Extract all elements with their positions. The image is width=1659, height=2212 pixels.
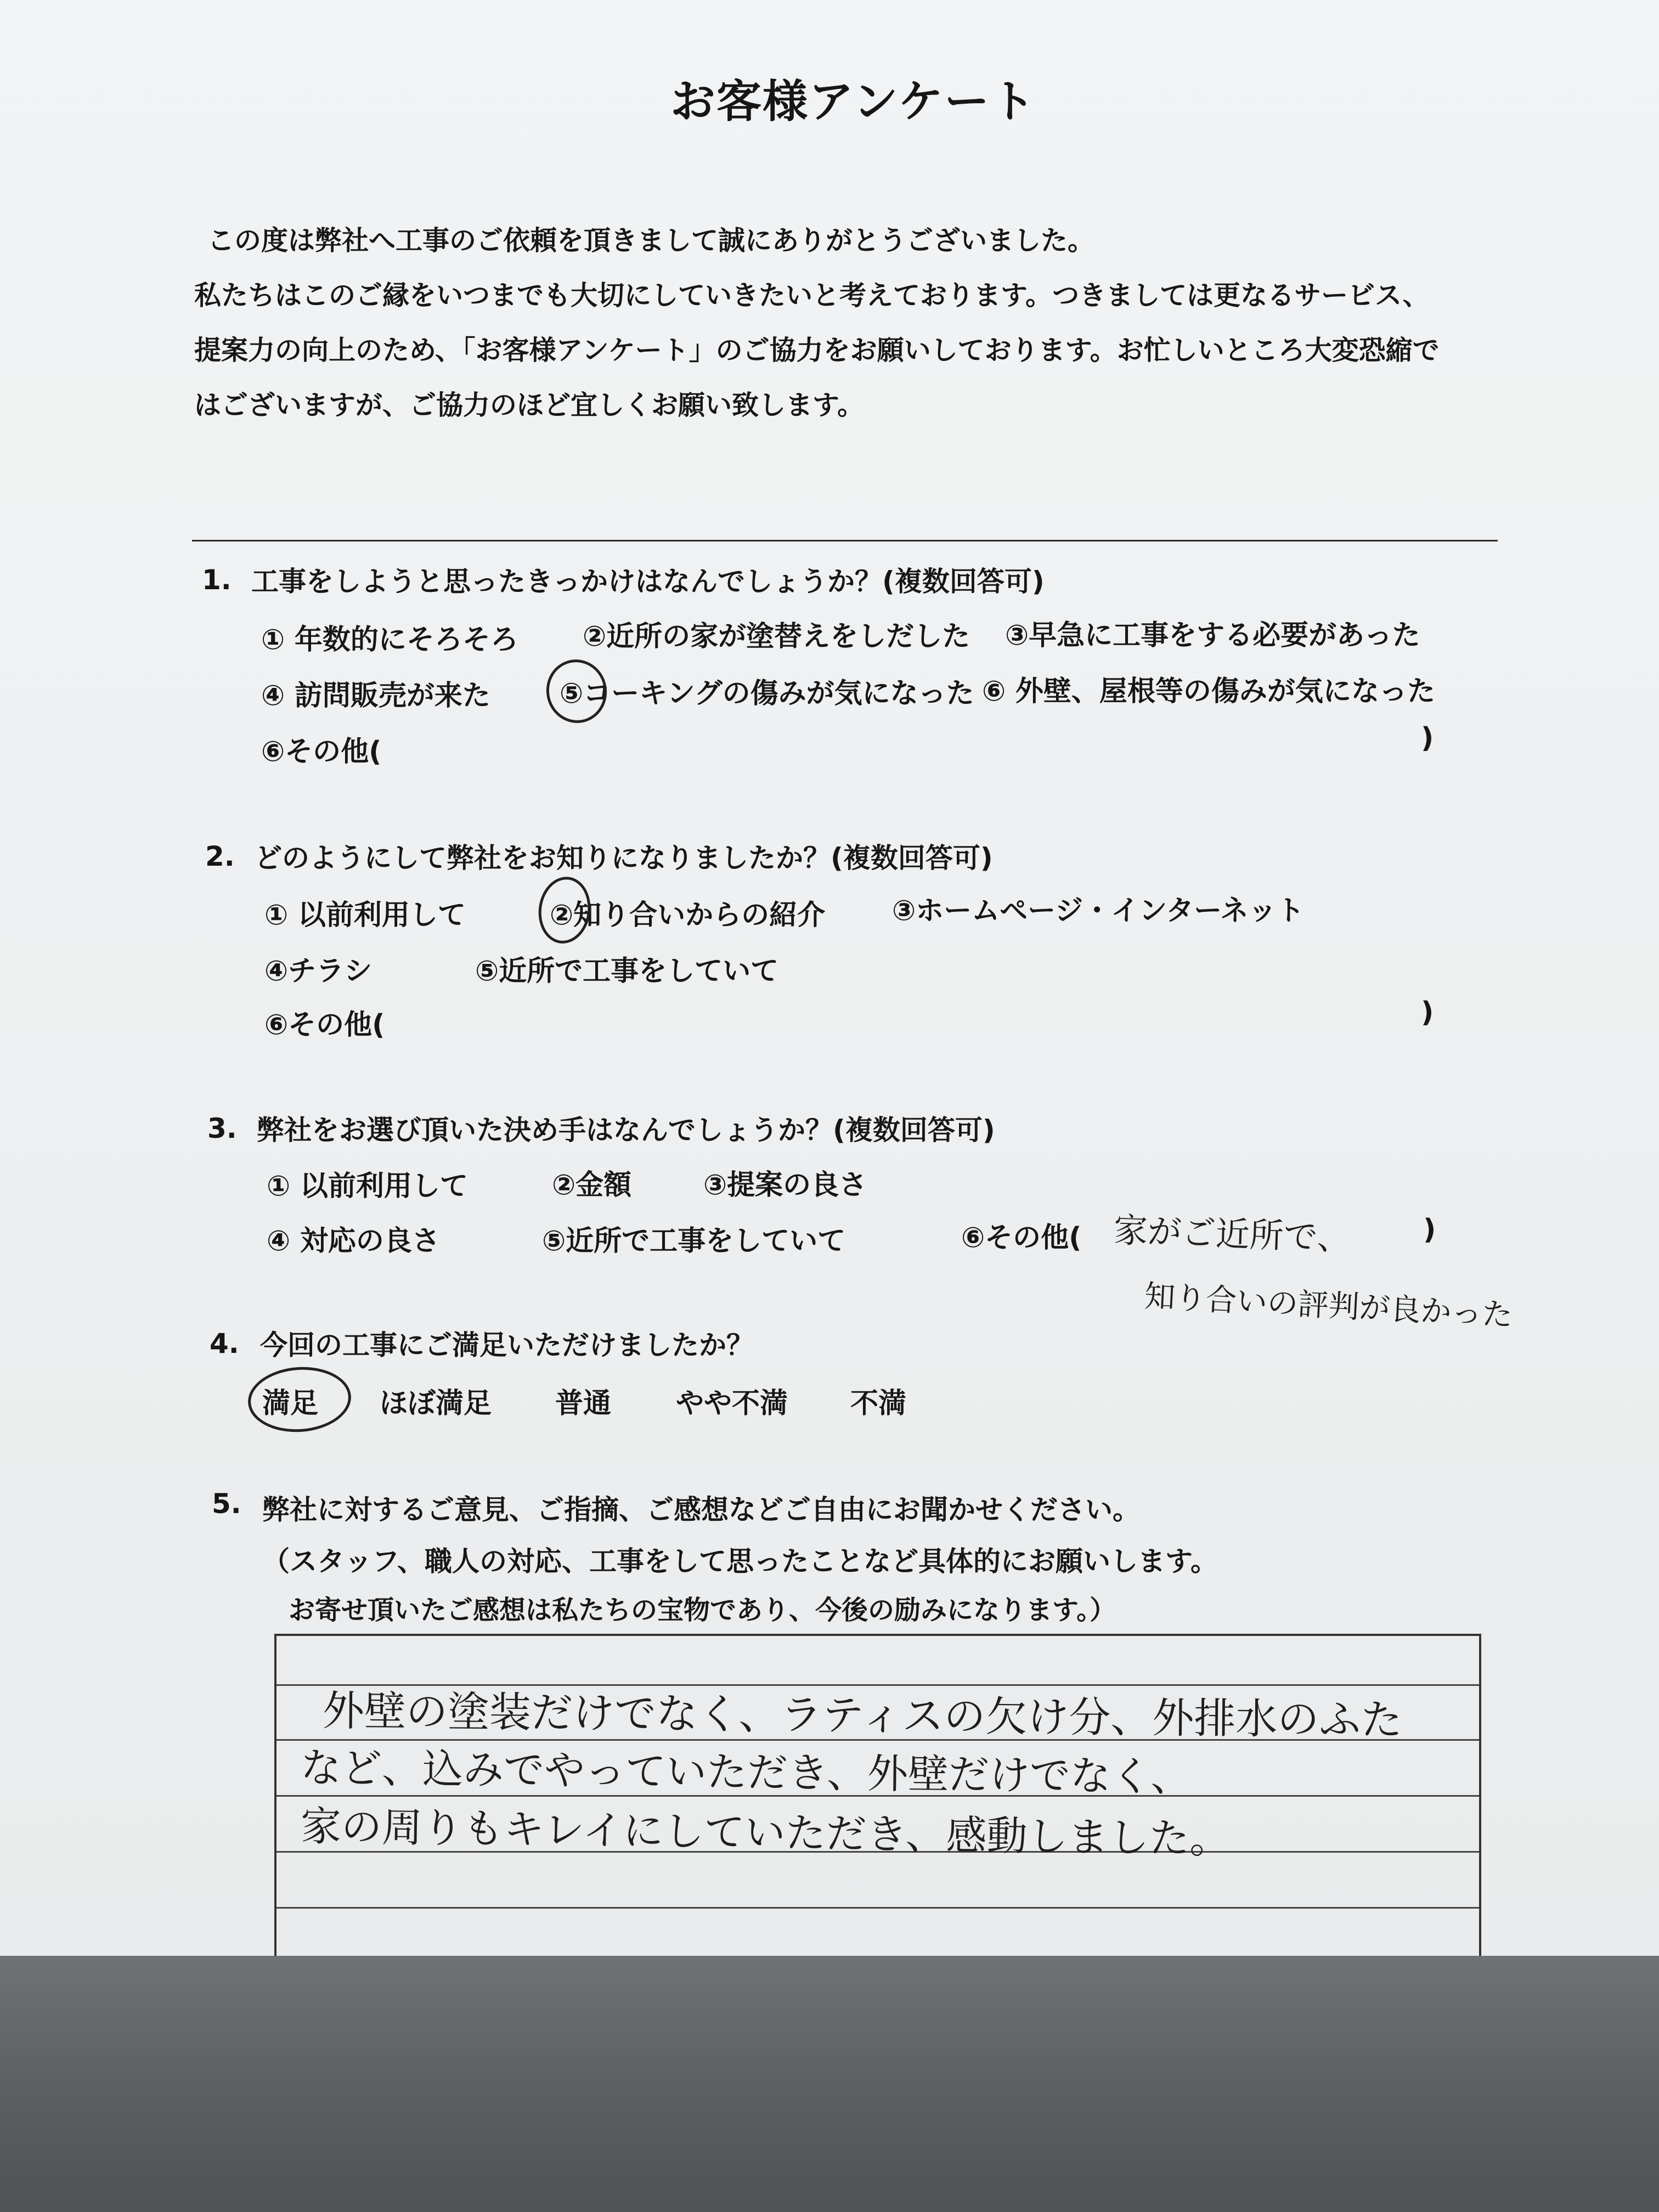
q2-question: どのようにして弊社をお知りになりましたか？(複数回答可) (255, 842, 993, 874)
divider (192, 540, 1498, 541)
q3-question: 弊社をお選び頂いた決め手はなんでしょうか？(複数回答可) (257, 1114, 995, 1146)
q4-option-4[interactable]: やや不満 (676, 1387, 788, 1420)
q5-number: 5. (212, 1488, 241, 1520)
q4-option-1[interactable]: 満足 (262, 1387, 319, 1420)
q2-selection-circle (534, 873, 595, 947)
q4-option-5[interactable]: 不満 (850, 1387, 907, 1420)
desk-surface (0, 1956, 1659, 2212)
q5-sub-line-1: （スタッフ、職人の対応、工事をして思ったことなど具体的にお願いします。 (262, 1545, 1218, 1577)
q3-option-4[interactable]: ④ 対応の良さ (267, 1225, 440, 1257)
q3-other-handwritten-1: 家がご近所で、 (1113, 1210, 1352, 1259)
q3-other-handwritten-2: 知り合いの評判が良かった (1143, 1278, 1514, 1334)
q4-option-2[interactable]: ほぼ満足 (380, 1387, 492, 1420)
ruled-line (276, 1907, 1479, 1909)
q3-option-2[interactable]: ②金額 (552, 1169, 632, 1201)
q1-number: 1. (202, 564, 232, 596)
q1-question: 工事をしようと思ったきっかけはなんでしょうか？(複数回答可) (251, 566, 1045, 597)
q3-option-5[interactable]: ⑤近所で工事をしていて (542, 1225, 846, 1257)
q4-option-3[interactable]: 普通 (555, 1387, 612, 1420)
q3-number: 3. (207, 1113, 237, 1144)
q4-selection-circle (246, 1364, 353, 1436)
intro-line-3: 提案力の向上のため、「お客様アンケート」のご協力をお願いしております。お忙しいところ大変恐縮で (194, 335, 1440, 366)
q3-other-close: ) (1423, 1214, 1436, 1246)
q1-option-6[interactable]: ⑥ 外壁、屋根等の傷みが気になった (982, 675, 1435, 708)
q1-option-3[interactable]: ③早急に工事をする必要があった (1005, 619, 1420, 652)
comment-box[interactable] (274, 1634, 1481, 1959)
q1-option-other[interactable]: ⑥その他( (261, 736, 382, 768)
q3-option-other[interactable]: ⑥その他( (961, 1222, 1082, 1254)
q2-option-3[interactable]: ③ホームページ・インターネット (892, 895, 1305, 927)
q2-option-other[interactable]: ⑥その他( (264, 1009, 385, 1041)
q1-option-1[interactable]: ① 年数的にそろそろ (261, 624, 518, 656)
q1-option-4[interactable]: ④ 訪問販売が来た (261, 680, 490, 712)
comment-line-3: 家の周りもキレイにしていただき、感動しました。 (300, 1803, 1231, 1863)
page-title: お客様アンケート (670, 76, 1037, 128)
q3-option-1[interactable]: ① 以前利用して (267, 1170, 468, 1203)
q1-other-close: ) (1421, 722, 1434, 754)
intro-line-4: はございますが、ご協力のほど宜しくお願い致します。 (194, 390, 865, 421)
q2-other-close: ) (1421, 996, 1434, 1029)
q1-selection-circle (540, 654, 613, 729)
q5-question: 弊社に対するご意見、ご指摘、ご感想などご自由にお聞かせください。 (262, 1494, 1140, 1526)
q3-option-3[interactable]: ③提案の良さ (703, 1169, 867, 1201)
q2-option-5[interactable]: ⑤近所で工事をしていて (475, 955, 779, 988)
comment-line-2: など、込みでやっていただき、外壁だけでなく、 (300, 1744, 1192, 1801)
q1-option-5[interactable]: ⑤コーキングの傷みが気になった (560, 678, 974, 710)
q4-question: 今回の工事にご満足いただけましたか？ (260, 1329, 754, 1361)
q5-sub-line-2: お寄せ頂いたご感想は私たちの宝物であり、今後の励みになります。） (289, 1595, 1116, 1626)
q2-option-1[interactable]: ① 以前利用して (264, 899, 466, 932)
q2-option-2[interactable]: ②知り合いからの紹介 (550, 899, 826, 932)
q2-number: 2. (205, 840, 235, 872)
q2-option-4[interactable]: ④チラシ (264, 955, 373, 988)
intro-line-1: この度は弊社へ工事のご依頼を頂きまして誠にありがとうございました。 (207, 225, 1095, 256)
q4-number: 4. (210, 1328, 239, 1359)
comment-line-1: 外壁の塗装だけでなく、ラティスの欠け分、外排水のふた (322, 1686, 1403, 1745)
intro-line-2: 私たちはこのご縁をいつまでも大切にしていきたいと考えております。つきましては更なるサービス、 (194, 280, 1430, 311)
q1-option-2[interactable]: ②近所の家が塗替えをしだした (583, 620, 970, 653)
